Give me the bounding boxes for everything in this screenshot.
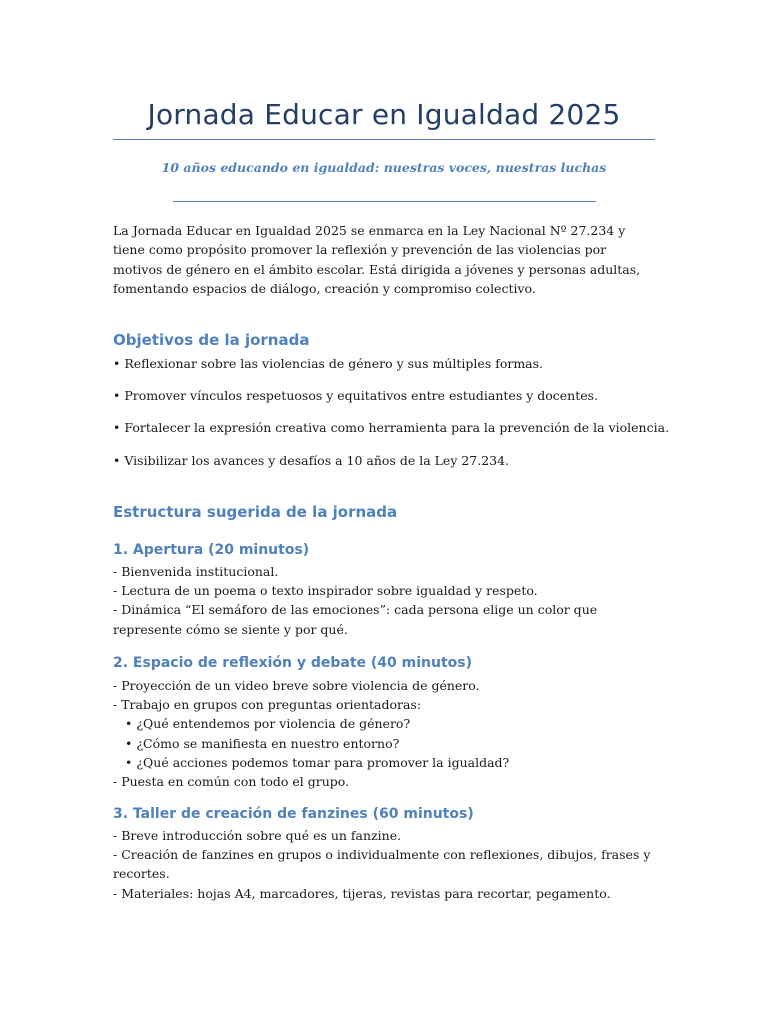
estructura-heading: Estructura sugerida de la jornada: [113, 503, 398, 521]
question-item: • ¿Qué entendemos por violencia de género?: [125, 716, 411, 732]
section-line: - Materiales: hojas A4, marcadores, tijeras, revistas para recortar, pegamento.: [113, 885, 611, 901]
section-body-apertura: [113, 562, 661, 639]
objetivo-item: • Reflexionar sobre las violencias de género y sus múltiples formas.: [113, 356, 544, 371]
section-heading-apertura: 1. Apertura (20 minutos): [113, 542, 310, 558]
section-line: - Bienvenida institucional.: [113, 564, 279, 579]
objetivo-item: • Fortalecer la expresión creativa como herramienta para la prevención de la violencia.: [113, 420, 670, 435]
section-line: - Trabajo en grupos con preguntas orientadoras:: [113, 697, 422, 713]
section-body-taller: [113, 826, 661, 903]
section-body-reflexion: [113, 676, 661, 791]
intro-paragraph: La Jornada Educar en Igualdad 2025 se enmarca en la Ley Nacional Nº 27.234 y tiene como propósito promover la reflexión y prevención de las violencias por motivos de género en el ámbito escolar. Está dirigida a jóvenes y personas adultas, fomentando espacios de diálogo, creación y compromiso colectivo.: [113, 223, 641, 297]
section-line: - Creación de fanzines en grupos o individualmente con reflexiones, dibujos, frases y recortes.: [113, 847, 651, 882]
document-subtitle: 10 años educando en igualdad: nuestras voces, nuestras luchas: [161, 160, 607, 175]
section-line: - Dinámica “El semáforo de las emociones”: cada persona elige un color que represente cómo se siente y por qué.: [113, 602, 598, 637]
section-line: - Lectura de un poema o texto inspirador sobre igualdad y respeto.: [113, 583, 538, 599]
section-line: - Puesta en común con todo el grupo.: [113, 774, 350, 790]
subtitle-divider: [173, 201, 596, 202]
document-title: Jornada Educar en Igualdad 2025: [147, 98, 621, 131]
question-item: • ¿Cómo se manifiesta en nuestro entorno?: [125, 735, 400, 751]
objetivos-heading: Objetivos de la jornada: [113, 331, 310, 349]
section-heading-reflexion: 2. Espacio de reflexión y debate (40 minutos): [113, 655, 473, 671]
objetivo-item: • Promover vínculos respetuosos y equitativos entre estudiantes y docentes.: [113, 388, 599, 403]
section-line: - Proyección de un video breve sobre violencia de género.: [113, 678, 480, 693]
section-line: - Breve introducción sobre qué es un fanzine.: [113, 828, 402, 843]
section-heading-taller: 3. Taller de creación de fanzines (60 minutos): [113, 806, 474, 822]
title-divider: [113, 139, 655, 140]
question-item: • ¿Qué acciones podemos tomar para promover la igualdad?: [125, 754, 510, 770]
objetivo-item: • Visibilizar los avances y desafíos a 10 años de la Ley 27.234.: [113, 453, 510, 468]
